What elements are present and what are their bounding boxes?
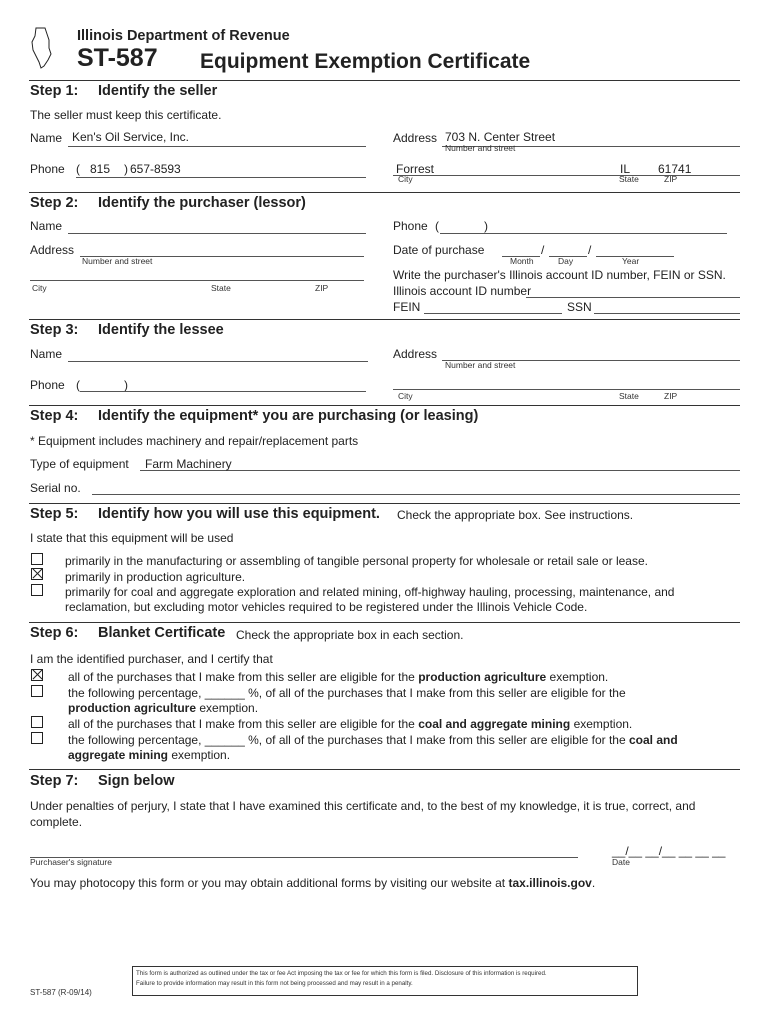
blanket-option1-bold: production agriculture [418,670,547,684]
blanket-percent-production-agriculture-checkbox[interactable] [31,685,43,697]
purchase-date-label: Date of purchase [393,243,485,257]
use-coal-aggregate-checkbox[interactable] [31,584,43,596]
lessee-name-field[interactable] [68,361,368,362]
serial-number-label: Serial no. [30,481,81,495]
use-manufacturing-checkbox[interactable] [31,553,43,565]
ssn-field[interactable] [594,313,740,314]
seller-city-caption: City [398,174,413,184]
step5-label: Step 5: [30,506,79,522]
seller-phone-open-paren: ( [76,162,80,176]
perjury-statement-line2: complete. [30,815,83,829]
blanket-option4-text-line2 [68,748,230,762]
purchaser-name-field[interactable] [68,233,366,234]
lessee-name-label: Name [30,347,63,361]
blanket-option2-bold: production agriculture [68,701,197,715]
purchaser-city-state-zip-field[interactable] [30,280,364,281]
blanket-option4-bold1: coal and [629,733,678,747]
purchaser-name-label: Name [30,219,63,233]
step7-title: Sign below [98,773,175,789]
blanket-option4-bold2: aggregate mining [68,748,169,762]
purchaser-phone-label: Phone [393,219,428,233]
step4-label: Step 4: [30,408,79,424]
ssn-label: SSN [567,300,592,314]
blanket-option3-text [68,717,632,731]
blanket-option4-post: exemption. [171,748,231,762]
purchaser-address-label: Address [30,243,75,257]
step4-divider [29,405,740,406]
equipment-footnote: * Equipment includes machinery and repair/replacement parts [30,434,359,448]
seller-zip-value: 61741 [658,162,692,176]
serial-number-field[interactable] [92,494,740,495]
seller-name-label: Name [30,131,63,145]
photocopy-notice-post: . [591,876,596,890]
equipment-type-value: Farm Machinery [145,457,232,471]
seller-zip-caption: ZIP [664,174,678,184]
photocopy-notice-pre: You may photocopy this form or you may obtain additional forms by visiting our website at [30,876,506,890]
lessee-state-caption: State [619,391,639,401]
blanket-option3-bold: coal and aggregate mining [418,717,571,731]
step3-label: Step 3: [30,322,79,338]
equipment-type-label: Type of equipment [30,457,129,471]
use-coal-aggregate-text-line2: reclamation, but excluding motor vehicles required to be registered under the Illinois Vehicle Code. [65,600,588,614]
year-caption: Year [622,256,640,266]
form-number: ST-587 [77,44,158,72]
purchaser-zip-caption: ZIP [315,283,329,293]
form-title: Equipment Exemption Certificate [200,50,531,73]
purchaser-state-caption: State [211,283,231,293]
seller-address-label: Address [393,131,438,145]
disclosure-notice-line1: This form is authorized as outlined under the tax or fee Act imposing the tax or fee for which this form is filed. Disclosure of this information is required. [136,970,547,977]
blanket-all-coal-mining-checkbox[interactable] [31,716,43,728]
seller-number-street-caption: Number and street [445,143,516,153]
lessee-number-street-caption: Number and street [445,360,516,370]
blanket-option2-post: exemption. [199,701,259,715]
blanket-option2-text-line2 [68,701,258,715]
website-link[interactable]: tax.illinois.gov [508,876,592,890]
seller-name-value: Ken's Oil Service, Inc. [72,130,189,144]
lessee-phone-field[interactable] [80,391,366,392]
blanket-option3-post: exemption. [573,717,633,731]
lessee-city-caption: City [398,391,413,401]
write-id-instruction: Write the purchaser's Illinois account ID number, FEIN or SSN. [393,268,726,282]
agency-name: Illinois Department of Revenue [77,28,290,44]
seller-state-value: IL [620,162,631,176]
step1-title: Identify the seller [98,83,218,99]
lessee-phone-label: Phone [30,378,65,392]
step6-divider [29,622,740,623]
purchaser-phone-field[interactable] [440,233,727,234]
step6-title: Blanket Certificate [98,625,226,641]
step6-instruction: Check the appropriate box in each section. [236,628,464,642]
blanket-option4-pre: the following percentage, ______ %, of all of the purchases that I make from this seller are eligible for the [68,733,626,747]
step1-intro: The seller must keep this certificate. [30,108,222,122]
step5-instruction: Check the appropriate box. See instructions. [397,508,634,522]
fein-field[interactable] [424,313,562,314]
signature-date-field[interactable]: __/__ __/__ __ __ __ [612,844,726,858]
seller-state-caption: State [619,174,639,184]
step5-divider [29,503,740,504]
fein-label: FEIN [393,300,421,314]
seller-city-value: Forrest [396,162,435,176]
blanket-option1-post: exemption. [549,670,609,684]
seller-phone-close-paren: ) [124,162,128,176]
blanket-percent-coal-mining-checkbox[interactable] [31,732,43,744]
step2-divider [29,192,740,193]
seller-phone-number: 657-8593 [130,162,181,176]
step3-title: Identify the lessee [98,322,224,338]
seller-name-field[interactable] [68,146,366,147]
use-coal-aggregate-text: primarily for coal and aggregate exploration and related mining, off-highway hauling, processing, maintenance, and [65,585,675,599]
step5-title: Identify how you will use this equipment. [98,506,380,522]
date-slash-2: / [588,243,592,257]
step6-label: Step 6: [30,625,79,641]
step6-intro: I am the identified purchaser, and I certify that [30,652,273,666]
use-manufacturing-text: primarily in the manufacturing or assembling of tangible personal property for wholesale or retail sale or lease. [65,554,648,568]
month-caption: Month [510,256,534,266]
blanket-option3-pre: all of the purchases that I make from this seller are eligible for the [68,717,415,731]
signature-date-caption: Date [612,857,630,867]
form-revision-code: ST-587 (R-09/14) [30,988,92,997]
blanket-option1-pre: all of the purchases that I make from this seller are eligible for the [68,670,415,684]
seller-address-value: 703 N. Center Street [445,130,556,144]
seller-phone-area-code: 815 [90,162,111,176]
purchaser-number-street-caption: Number and street [82,256,153,266]
step2-title: Identify the purchaser (lessor) [98,195,306,211]
step1-label: Step 1: [30,83,79,99]
lessee-address-label: Address [393,347,438,361]
step7-divider [29,769,740,770]
purchaser-phone-open-paren: ( [435,219,439,233]
lessee-zip-caption: ZIP [664,391,678,401]
purchaser-signature-field[interactable] [30,857,578,858]
blanket-option2-text-line1: the following percentage, ______ %, of all of the purchases that I make from this seller are eligible for the [68,686,626,700]
step1-divider [29,80,740,81]
step7-label: Step 7: [30,773,79,789]
seller-phone-label: Phone [30,162,65,176]
date-slash-1: / [541,243,545,257]
step3-divider [29,319,740,320]
day-caption: Day [558,256,574,266]
purchaser-signature-caption: Purchaser's signature [30,857,112,867]
step2-label: Step 2: [30,195,79,211]
step5-intro: I state that this equipment will be used [30,531,234,545]
lessee-phone-close-paren: ) [124,378,128,392]
use-production-agriculture-text: primarily in production agriculture. [65,570,246,584]
use-production-agriculture-checkbox[interactable] [31,568,43,580]
illinois-account-id-field[interactable] [526,297,740,298]
purchaser-phone-close-paren: ) [484,219,488,233]
perjury-statement-line1: Under penalties of perjury, I state that I have examined this certificate and, to the best of my knowledge, it is true, correct, and [30,799,696,813]
step4-title: Identify the equipment* you are purchasing (or leasing) [98,408,479,424]
seller-phone-field[interactable] [76,177,366,178]
photocopy-notice [30,876,595,890]
lessee-phone-open-paren: ( [76,378,80,392]
blanket-option4-text-line1 [68,733,678,747]
lessee-city-state-zip-field[interactable] [393,389,740,390]
illinois-state-logo-icon [30,26,54,70]
disclosure-notice-line2: Failure to provide information may result in this form not being processed and may result in a penalty. [136,980,413,987]
purchaser-city-caption: City [32,283,47,293]
blanket-option1-text [68,670,608,684]
blanket-all-production-agriculture-checkbox[interactable] [31,669,43,681]
illinois-account-id-label: Illinois account ID number [393,284,532,298]
